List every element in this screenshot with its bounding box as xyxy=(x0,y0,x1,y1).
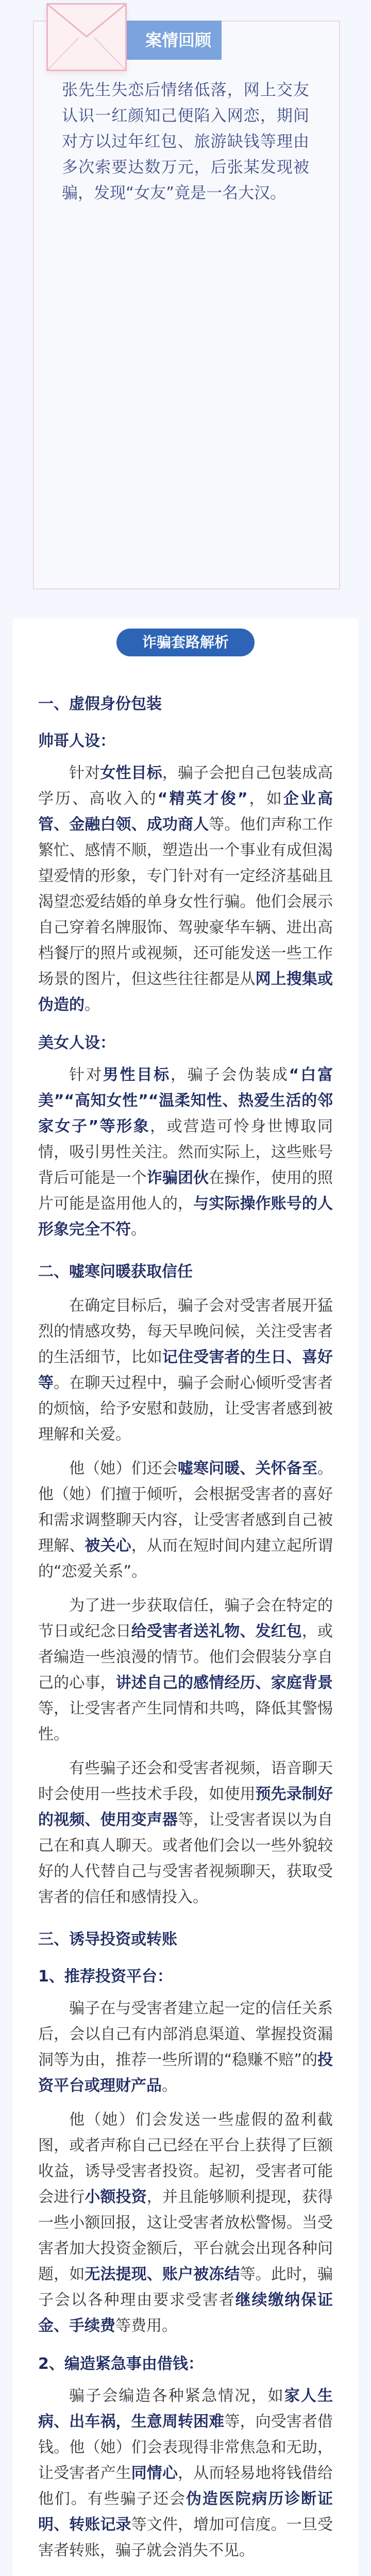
subheading-beauty-persona: 美女人设： xyxy=(38,1034,115,1052)
subheading-investment-platform: 1、推荐投资平台： xyxy=(38,1968,173,1986)
case-body-text: 张先生失恋后情绪低落，网上交友认识一红颜知己便陷入网恋，期间对方以过年红包、旅游缺钱等理由多次索要达数万元，后张某发现被骗，发现“女友”竟是一名大汉。 xyxy=(62,81,309,202)
paragraph-investment-1: 骗子在与受害者建立起一定的信任关系后，会以自己有内部消息渠道、掌握投资漏洞等为由，推荐一些所谓的“稳赚不赔”的投资平台或理财产品。 xyxy=(38,1999,333,2095)
section-heading-induce-transfer: 三、诱导投资或转账 xyxy=(38,1930,177,1948)
section-heading-gain-trust: 二、嘘寒问暖获取信任 xyxy=(38,1263,193,1281)
paragraph-handsome-persona: 针对女性目标，骗子会把自己包装成高学历、高收入的“精英才俊”，如企业高管、金融白领、成功商人等。他们声称工作繁忙、感情不顺，塑造出一个事业有成但渴望爱情的形象，专门针对有一定经济基础且渴望恋爱结婚的单身女性行骗。他们会展示自己穿着名牌服饰、驾驶豪华车辆、进出高档餐厅的照片或视频，还可能发送一些工作场景的图片，但这些往往都是从网上搜集或伪造的。 xyxy=(38,764,333,1014)
paragraph-emergency-borrow: 骗子会编造各种紧急情况，如家人生病、出车祸，生意周转困难等，向受害者借钱。他（她）们会表现得非常焦急和无助，让受害者产生同情心，从而轻易地将钱借给他们。有些骗子还会伪造医院病历诊断证明、转账记录等文件，增加可信度。一旦受害者转账，骗子就会消失不见。 xyxy=(38,2387,333,2560)
envelope-icon xyxy=(46,3,127,71)
paragraph-investment-2: 他（她）们会发送一些虚假的盈利截图，或者声称自己已经在平台上获得了巨额收益，诱导受害者投资。起初，受害者可能会进行小额投资，并且能够顺利提现，获得一些小额回报，这让受害者放松警惕。当受害者加大投资金额后，平台就会出现各种问题，如无法提现、账户被冻结等。此时，骗子会以各种理由要求受害者继续缴纳保证金、手续费等费用。 xyxy=(38,2111,333,2335)
paragraph-gain-trust-3: 为了进一步获取信任，骗子会在特定的节日或纪念日给受害者送礼物、发红包，或者编造一些浪漫的情节。他们会假装分享自己的心事，讲述自己的感情经历、家庭背景等，让受害者产生同情和共鸣，降低其警惕性。 xyxy=(38,1597,333,1743)
paragraph-beauty-persona: 针对男性目标，骗子会伪装成“白富美”“高知女性”“温柔知性、热爱生活的邻家女子”等形象，或营造可怜身世博取同情，吸引男性关注。然而实际上，这些账号背后可能是一个诈骗团伙在操作，使用的照片可能是盗用他人的，与实际操作账号的人形象完全不符。 xyxy=(38,1066,333,1239)
paragraph-gain-trust-2: 他（她）们还会嘘寒问暖、关怀备至。他（她）们擅于倾听，会根据受害者的喜好和需求调整聊天内容，让受害者感到自己被理解、被关心，从而在短时间内建立起所谓的“恋爱关系”。 xyxy=(38,1460,333,1581)
paragraph-gain-trust-1: 在确定目标后，骗子会对受害者展开猛烈的情感攻势，每天早晚问候，关注受害者的生活细节，比如记住受害者的生日、喜好等。在聊天过程中，骗子会耐心倾听受害者的烦恼，给予安慰和鼓励，让受害者感到被理解和关爱。 xyxy=(38,1297,333,1444)
case-title: 案情回顾 xyxy=(145,30,211,50)
section-heading-fake-identity: 一、虚假身份包装 xyxy=(38,695,162,713)
analysis-badge: 诈骗套路解析 xyxy=(116,629,255,656)
analysis-content xyxy=(38,675,333,2576)
subheading-handsome-persona: 帅哥人设： xyxy=(38,732,115,750)
subheading-emergency-borrow: 2、编造紧急事由借钱： xyxy=(38,2355,204,2373)
paragraph-gain-trust-4: 有些骗子还会和受害者视频，语音聊天时会使用一些技术手段，如使用预先录制好的视频、使用变声器等，让受害者误以为自己在和真人聊天。或者他们会以一些外貌较好的人代替自己与受害者视频聊天，获取受害者的信任和感情投入。 xyxy=(38,1759,333,1906)
